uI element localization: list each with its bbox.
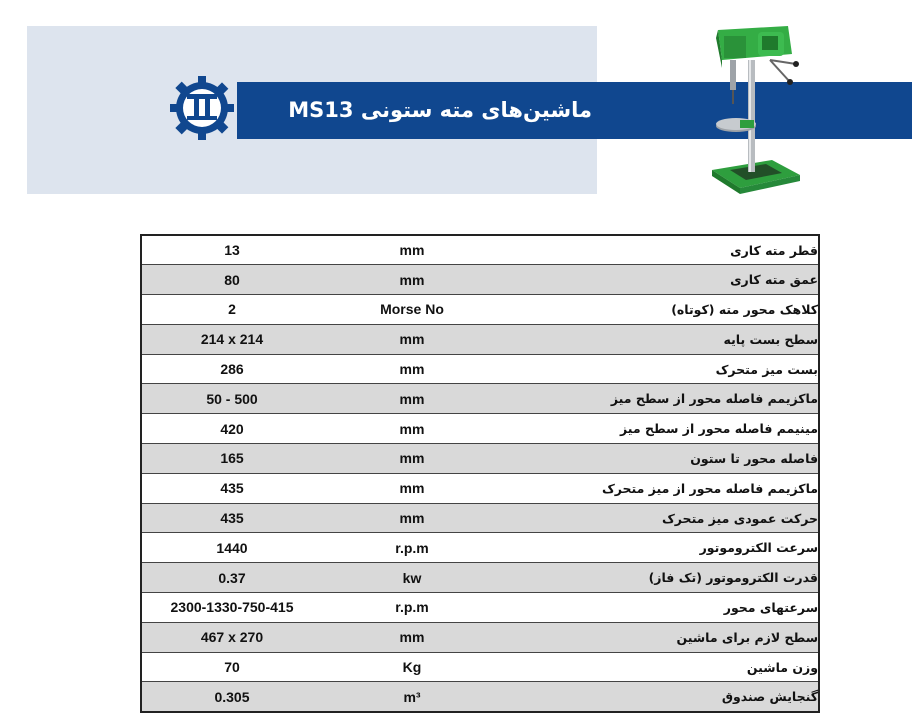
spec-value: 435 [141,503,322,533]
spec-value: 13 [141,235,322,265]
spec-parameter: سرعت الکتروموتور [502,533,819,563]
spec-unit: mm [322,473,502,503]
table-row [141,533,819,563]
table-row [141,652,819,682]
table-row [141,235,819,265]
table-row [141,622,819,652]
spec-value: 435 [141,473,322,503]
drill-press-icon [700,20,810,195]
spec-unit: mm [322,354,502,384]
spec-unit: mm [322,622,502,652]
spec-unit: kw [322,563,502,593]
table-row [141,354,819,384]
table-row [141,563,819,593]
table-row [141,295,819,325]
spec-parameter: قدرت الکتروموتور (تک فاز) [502,563,819,593]
spec-value: 0.305 [141,682,322,712]
spec-unit: mm [322,503,502,533]
spec-unit: mm [322,324,502,354]
spec-parameter: قطر مته کاری [502,235,819,265]
spec-parameter: فاصله محور تا ستون [502,444,819,474]
spec-parameter: کلاهک محور مته (کوتاه) [502,295,819,325]
spec-parameter: حرکت عمودی میز متحرک [502,503,819,533]
spec-parameter: بست میز متحرک [502,354,819,384]
spec-parameter: گنجایش صندوق [502,682,819,712]
spec-value: 2 [141,295,322,325]
spec-value: 50 - 500 [141,384,322,414]
table-row [141,324,819,354]
spec-unit: mm [322,384,502,414]
spec-unit: Morse No [322,295,502,325]
spec-value: 0.37 [141,563,322,593]
spec-value: 70 [141,652,322,682]
spec-unit: m³ [322,682,502,712]
table-row [141,473,819,503]
spec-unit: mm [322,414,502,444]
table-row [141,444,819,474]
spec-unit: r.p.m [322,593,502,623]
spec-unit: mm [322,265,502,295]
spec-unit: mm [322,235,502,265]
spec-parameter: سرعتهای محور [502,593,819,623]
table-row [141,593,819,623]
table-row [141,682,819,712]
spec-parameter: ماکزیمم فاصله محور از سطح میز [502,384,819,414]
spec-parameter: مینیمم فاصله محور از سطح میز [502,414,819,444]
spec-value: 467 x 270 [141,622,322,652]
spec-unit: r.p.m [322,533,502,563]
page-title: ماشین‌های مته ستونی MS13 [288,98,592,122]
spec-parameter: سطح بست پایه [502,324,819,354]
table-row [141,265,819,295]
spec-value: 165 [141,444,322,474]
spec-value: 214 x 214 [141,324,322,354]
spec-value: 1440 [141,533,322,563]
spec-value: 2300-1330-750-415 [141,593,322,623]
spec-value: 286 [141,354,322,384]
spec-value: 80 [141,265,322,295]
spec-unit: Kg [322,652,502,682]
spec-parameter: ماکزیمم فاصله محور از میز متحرک [502,473,819,503]
table-row [141,384,819,414]
spec-unit: mm [322,444,502,474]
company-logo-icon [167,76,237,140]
spec-value: 420 [141,414,322,444]
spec-parameter: سطح لازم برای ماشین [502,622,819,652]
table-row [141,414,819,444]
table-row [141,503,819,533]
spec-parameter: وزن ماشین [502,652,819,682]
spec-parameter: عمق مته کاری [502,265,819,295]
specs-table [140,234,820,713]
